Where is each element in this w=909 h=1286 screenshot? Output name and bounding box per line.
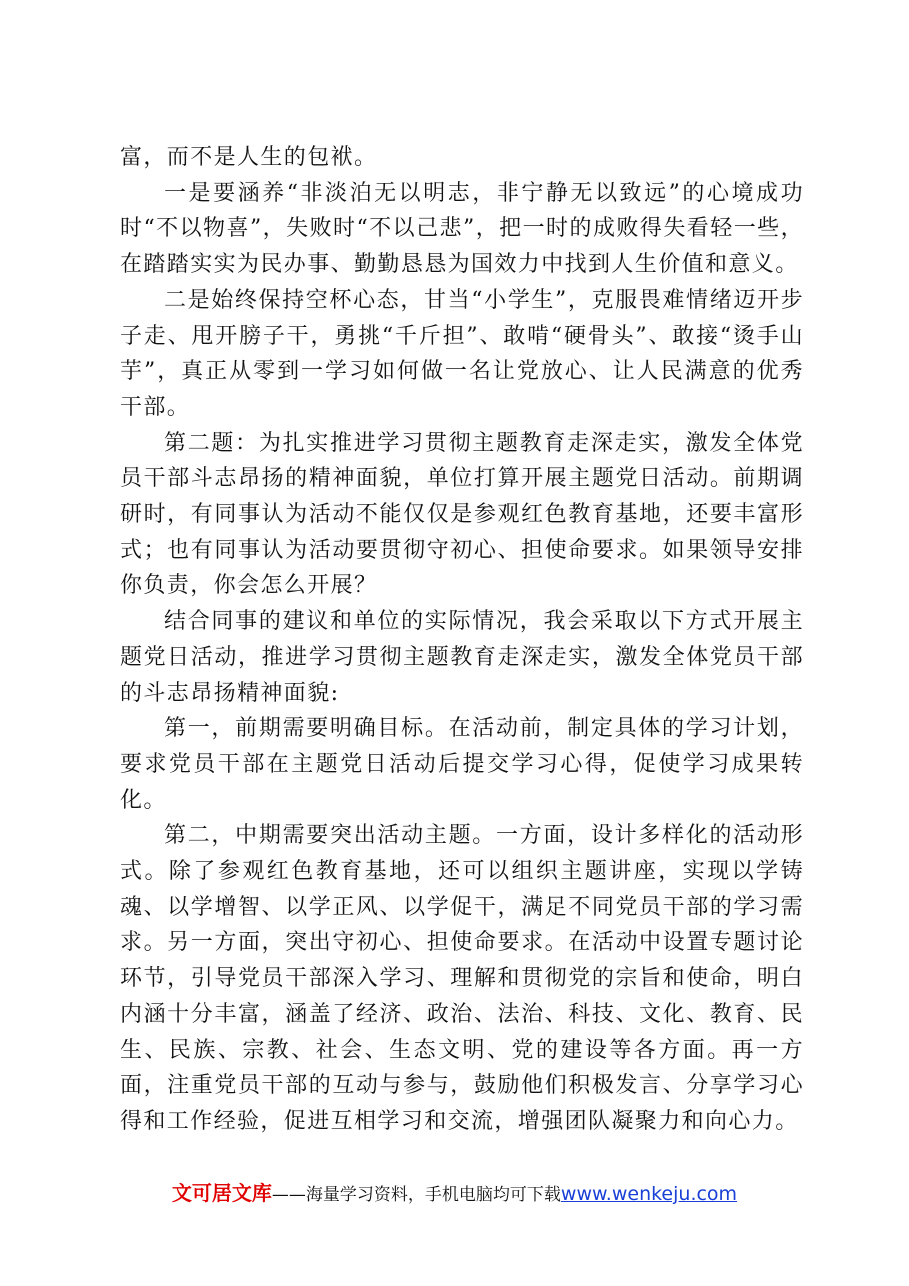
footer-slogan: ——海量学习资料，手机电脑均可下载 xyxy=(271,1185,561,1205)
paragraph-continuation: 富，而不是人生的包袱。 xyxy=(120,145,378,170)
footer-brand: 文可居文库 xyxy=(171,1181,272,1205)
paragraph-question-two: 第二题：为扎实推进学习贯彻主题教育走深走实，激发全体党员干部斗志昂扬的精神面貌，单位打算开展主题党日活动。前期调研时，有同事认为活动不能仅仅是参观红色教育基地，还要丰富形式；也有同事认为活动要贯彻守初心、担使命要求。如果领导安排你负责，你会怎么开展？ xyxy=(120,430,804,599)
paragraph-point-two: 二是始终保持空杯心态，甘当“小学生”，克服畏难情绪迈开步子走、甩开膀子干，勇挑“千斤担”、敢啃“硬骨头”、敢接“烫手山芋”，真正从零到一学习如何做一名让党放心、让人民满意的优秀干部。 xyxy=(120,287,804,420)
document-body xyxy=(120,140,804,1140)
paragraph-answer-intro: 结合同事的建议和单位的实际情况，我会采取以下方式开展主题党日活动，推进学习贯彻主题教育走深走实，激发全体党员干部的斗志昂扬精神面貌: xyxy=(120,609,804,706)
paragraph-point-one: 一是要涵养“非淡泊无以明志，非宁静无以致远”的心境成功时“不以物喜”，失败时“不以己悲”，把一时的成败得失看轻一些，在踏踏实实为民办事、勤勤恳恳为国效力中找到人生价值和意义。 xyxy=(120,180,804,278)
footer-site-link[interactable]: www.wenkeju.com xyxy=(560,1183,738,1205)
footer-banner xyxy=(0,1181,909,1207)
paragraph-step-two: 第二，中期需要突出活动主题。一方面，设计多样化的活动形式。除了参观红色教育基地，还可以组织主题讲座，实现以学铸魂、以学增智、以学正风、以学促干，满足不同党员干部的学习需求。另一方面，突出守初心、担使命要求。在活动中设置专题讨论环节，引导党员干部深入学习、理解和贯彻党的宗旨和使命，明白内涵十分丰富，涵盖了经济、政治、法治、科技、文化、教育、民生、民族、宗教、社会、生态文明、党的建设等各方面。再一方面，注重党员干部的互动与参与，鼓励他们积极发言、分享学习心得和工作经验，促进互相学习和交流，增强团队凝聚力和向心力。 xyxy=(120,823,804,1134)
paragraph-step-one: 第一，前期需要明确目标。在活动前，制定具体的学习计划，要求党员干部在主题党日活动后提交学习心得，促使学习成果转化。 xyxy=(120,716,804,813)
